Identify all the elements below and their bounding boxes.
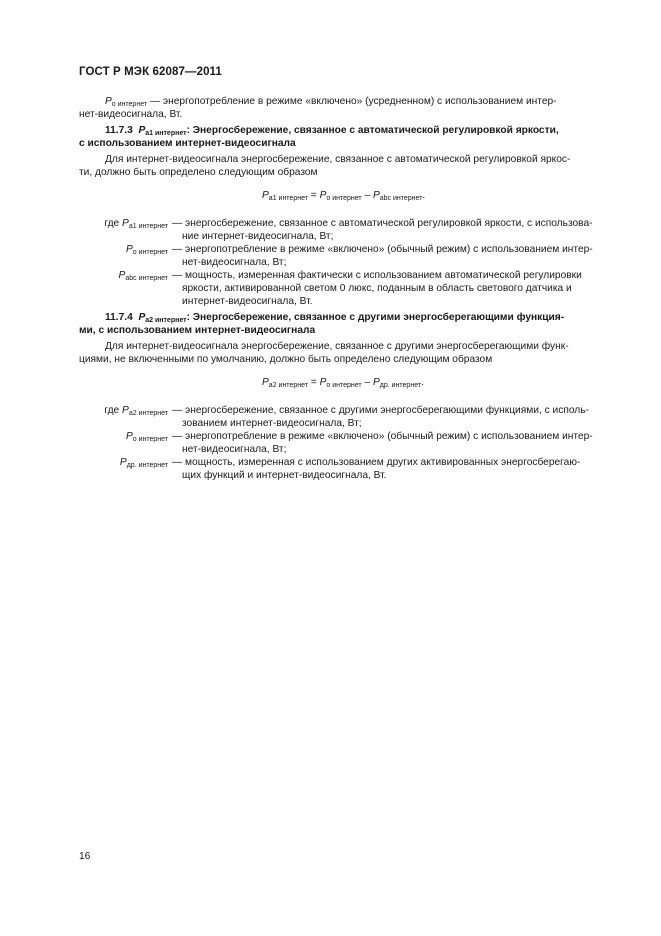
definition-a2: где $P_{a2 интернет}$ — энергосбережение, связанное с другими энергосберегающими функциями, с исполь- зованием интернет-видеосигнала, Вт; xyxy=(104,405,589,429)
intro-symbol-sub: о интернет xyxy=(111,101,148,108)
section-11-7-3-title-2: с использованием интернет-видеосигнала xyxy=(79,138,296,149)
section-11-7-4-para-1: Для интернет-видеосигнала энергосбережение, связанное с другими энергосберегающими функ- xyxy=(105,341,569,352)
intro-line-1: — энергопотребление в режиме «включено» (усредненном) с использованием интер- xyxy=(147,96,557,107)
intro-line-2: нет-видеосигнала, Вт. xyxy=(79,109,183,120)
definition-abc: $P_{abc интернет}$ — мощность, измеренная фактически с использованием автоматической регулировки яркости, активированной светом 0 люкс, поданным в область светового датчика и интернет-видеосигнала, Вт. xyxy=(118,270,582,307)
section-11-7-4-para-2: циями, не включенными по умолчанию, должно быть определено следующим образом xyxy=(79,354,493,365)
section-11-7-4-paragraph xyxy=(79,340,615,366)
page-number: 16 xyxy=(79,851,91,862)
document-header: ГОСТ Р МЭК 62087—2011 xyxy=(79,66,222,78)
section-11-7-3-symbol: P xyxy=(138,125,146,136)
definition-o2: $P_{о интернет}$ — энергопотребление в режиме «включено» (обычный режим) с использованием интер- нет-видеосигнала, Вт; xyxy=(125,431,593,455)
section-11-7-4-number: 11.7.4 xyxy=(105,312,133,323)
section-11-7-4-heading xyxy=(79,311,615,337)
section-11-7-3-title-1: : Энергосбережение, связанное с автоматической регулировкой яркости, xyxy=(186,125,559,136)
formula-a2: $P_{a2 интернет} = P_{о интернет} - P_{др. интернет}$. xyxy=(262,377,424,389)
section-11-7-4-title-2: ми, с использованием интернет-видеосигнала xyxy=(79,325,316,336)
definition-other: $P_{др. интернет}$ — мощность, измеренная с использованием других активированных энергосберегаю- щих функций и интернет-видеосигнала, Вт. xyxy=(119,457,581,481)
section-11-7-3-number: 11.7.3 xyxy=(105,125,133,136)
formula-a1: $P_{a1 интернет} = P_{о интернет} - P_{abc интернет}$. xyxy=(262,190,426,202)
intro-definition xyxy=(79,95,615,121)
definition-a1: где $P_{a1 интернет}$ — энергосбережение, связанное с автоматической регулировкой яркости, с использова- ние интернет-видеосигнала, Вт; xyxy=(104,218,593,242)
section-11-7-4-symbol-sub: a2 интернет xyxy=(145,317,187,324)
section-11-7-3-para-1: Для интернет-видеосигнала энергосбережение, связанное с автоматической регулировкой яркос- xyxy=(105,154,571,165)
section-11-7-3-paragraph xyxy=(79,153,615,179)
section-11-7-3-para-2: ти, должно быть определено следующим образом xyxy=(79,167,318,178)
section-11-7-4-title-1: : Энергосбережение, связанное с другими энергосберегающими функция- xyxy=(186,312,565,323)
section-11-7-4-symbol: P xyxy=(138,312,146,323)
section-11-7-3-heading xyxy=(79,124,615,150)
intro-symbol: P xyxy=(105,96,112,107)
section-11-7-3-symbol-sub: a1 интернет xyxy=(145,130,187,137)
definition-o1: $P_{о интернет}$ — энергопотребление в режиме «включено» (обычный режим) с использованием интер- нет-видеосигнала, Вт; xyxy=(125,244,593,268)
